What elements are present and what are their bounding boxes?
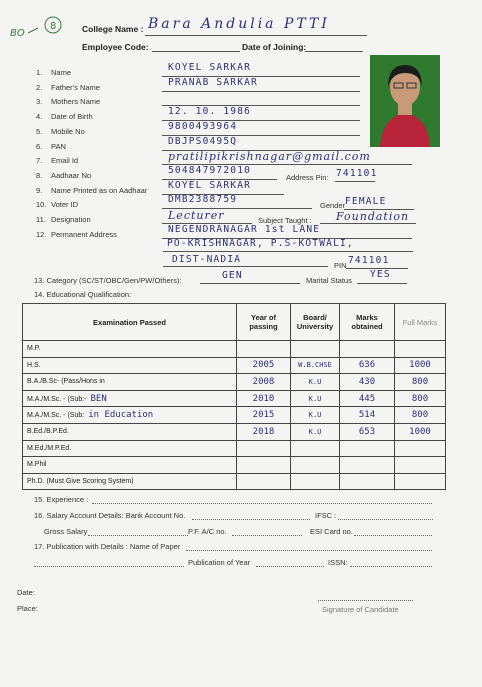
bo-mark	[8, 16, 68, 46]
field-number: 11.	[36, 215, 46, 224]
field-label: Father's Name	[51, 82, 100, 92]
board-cell	[291, 440, 340, 457]
field-number: 1.	[36, 68, 43, 77]
field-value: KOYEL SARKAR	[168, 62, 252, 73]
field-label: Voter ID	[51, 200, 79, 210]
table-row	[23, 374, 446, 391]
field-number: 5.	[36, 126, 43, 136]
field-number: 12.	[36, 229, 47, 239]
field-number: 3.	[36, 97, 43, 107]
exam-cell	[23, 341, 237, 358]
issn-label: ISSN:	[328, 558, 348, 567]
field-label: Email Id	[51, 156, 79, 166]
svg-text:8: 8	[50, 21, 57, 32]
board-cell: W.B.CHSE	[291, 357, 340, 374]
board-cell: K.U	[291, 423, 340, 440]
exam-cell	[23, 390, 237, 407]
exam-name: M.Phil	[27, 461, 47, 469]
field-value: KOYEL SARKAR	[168, 179, 252, 191]
table-row	[23, 390, 446, 407]
subject-label: Subject Taught :	[258, 216, 312, 225]
place-label: Place:	[17, 604, 38, 613]
exam-subject: in Education	[88, 410, 154, 421]
full-cell	[395, 440, 446, 457]
marks-cell	[340, 473, 395, 490]
table-row	[23, 457, 446, 474]
year-cell	[237, 440, 291, 457]
gross-salary-label: Gross Salary	[44, 527, 88, 536]
field-number: 10.	[36, 200, 47, 210]
field-label: Permanent Address	[51, 229, 117, 239]
year-cell: 2018	[237, 423, 291, 440]
marks-cell	[340, 457, 395, 474]
field-label: Mobile No	[51, 126, 85, 136]
board-cell	[291, 473, 340, 490]
marks-cell: 653	[340, 423, 395, 440]
svg-text:BO: BO	[10, 28, 25, 39]
field-value: Lecturer	[168, 209, 225, 222]
candidate-photo	[370, 55, 440, 147]
pin-value: 741101	[348, 255, 390, 266]
exam-name: M.Ed./M.P.Ed.	[27, 444, 72, 452]
field-value: 9800493964	[168, 120, 238, 132]
header-full-marks: Full Marks	[395, 304, 446, 341]
exam-name: H.S.	[27, 361, 41, 369]
field-value: 504847972010	[168, 164, 252, 176]
category-value: GEN	[222, 270, 243, 281]
field-number: 9.	[36, 185, 43, 195]
field-label: PAN	[51, 141, 66, 151]
table-row	[23, 341, 446, 358]
marital-label: Marital Status	[306, 276, 352, 285]
experience-label: 15. Experience :	[34, 495, 89, 504]
exam-cell	[23, 440, 237, 457]
college-name-label: College Name :	[82, 24, 144, 34]
year-cell: 2015	[237, 407, 291, 424]
exam-cell	[23, 374, 237, 391]
category-label: 13. Category (SC/ST/OBC/Gen/PW/Others):	[34, 276, 182, 285]
marks-cell	[340, 341, 395, 358]
employee-code-label: Employee Code:	[82, 42, 149, 52]
pin-label: PIN	[334, 261, 347, 270]
exam-cell	[23, 457, 237, 474]
salary-label: 16. Salary Account Details: Bank Account No.	[34, 511, 186, 520]
field-value: NEGENDRANAGAR 1st LANE	[168, 223, 321, 235]
full-cell: 800	[395, 374, 446, 391]
table-row	[23, 440, 446, 457]
header-year: Year of passing	[237, 304, 291, 341]
exam-cell	[23, 357, 237, 374]
header-exam: Examination Passed	[23, 304, 237, 341]
board-cell: K.U	[291, 390, 340, 407]
publication-year-label: Publication of Year	[188, 558, 251, 567]
board-cell: K.U	[291, 407, 340, 424]
exam-name: M.A./M.Sc. - (Sub:	[27, 412, 85, 420]
full-cell: 800	[395, 390, 446, 407]
college-name-value: Bara Andulia PTTI	[148, 16, 330, 32]
marks-cell: 430	[340, 374, 395, 391]
full-cell: 800	[395, 407, 446, 424]
board-cell	[291, 457, 340, 474]
address-line-3: DIST-NADIA	[172, 254, 242, 265]
field-value: PRANAB SARKAR	[168, 76, 258, 88]
table-row	[23, 407, 446, 424]
marks-cell: 514	[340, 407, 395, 424]
esi-label: ESI Card no.	[310, 527, 353, 536]
full-cell: 1000	[395, 357, 446, 374]
marks-cell	[340, 440, 395, 457]
publication-label: 17. Publication with Details : Name of Paper	[34, 542, 181, 551]
field-label: Date of Birth	[51, 112, 93, 122]
field-value: DMB2388759	[168, 194, 238, 206]
gender-label: Gender	[320, 201, 346, 210]
year-cell: 2005	[237, 357, 291, 374]
header-board: Board/ University	[291, 304, 340, 341]
date-of-joining-label: Date of Joining:	[242, 42, 307, 52]
exam-name: M.P.	[27, 345, 41, 353]
exam-name: M.A./M.Sc. - (Sub:-	[27, 395, 87, 403]
full-cell	[395, 457, 446, 474]
field-value: DBJPS0495Q	[168, 135, 238, 147]
marital-value: YES	[370, 269, 391, 280]
header-marks: Marks obtained	[340, 304, 395, 341]
year-cell	[237, 457, 291, 474]
board-cell	[291, 341, 340, 358]
pf-label: P.F. A/C no.	[188, 527, 227, 536]
exam-name: B.A./B.Sc- (Pass/Hons in	[27, 378, 105, 386]
full-cell	[395, 473, 446, 490]
table-row	[23, 423, 446, 440]
ifsc-label: IFSC :	[315, 511, 337, 520]
field-number: 6.	[36, 141, 43, 151]
address-pin-value: 741101	[336, 168, 378, 179]
exam-cell	[23, 473, 237, 490]
year-cell: 2010	[237, 390, 291, 407]
field-label: Name Printed as on Aadhaar	[51, 185, 148, 195]
field-number: 4.	[36, 112, 43, 122]
subject-value: Foundation	[336, 210, 410, 223]
gender-value: FEMALE	[345, 196, 387, 207]
exam-subject: BEN	[90, 393, 107, 404]
marks-cell: 636	[340, 357, 395, 374]
year-cell	[237, 341, 291, 358]
field-label: Aadhaar No	[51, 170, 92, 180]
field-number: 2.	[36, 82, 43, 92]
field-value: 12. 10. 1986	[168, 106, 252, 118]
field-label: Designation	[51, 215, 91, 224]
address-pin-label: Address Pin:	[286, 173, 329, 182]
signature-label: Signature of Candidate	[322, 605, 399, 614]
table-row	[23, 473, 446, 490]
field-label: Mothers Name	[51, 97, 101, 107]
field-label: Name	[51, 68, 72, 77]
table-row	[23, 357, 446, 374]
full-cell: 1000	[395, 423, 446, 440]
exam-cell	[23, 407, 237, 424]
field-number: 7.	[36, 156, 43, 166]
exam-name: Ph.D. (Must Give Scoring System)	[27, 478, 134, 486]
board-cell: K.U	[291, 374, 340, 391]
field-value: pratilipikrishnagar@gmail.com	[168, 150, 371, 164]
full-cell	[395, 341, 446, 358]
exam-name: B.Ed./B.P.Ed.	[27, 428, 69, 436]
exam-cell	[23, 423, 237, 440]
education-table	[22, 303, 446, 490]
address-line-2: PO-KRISHNAGAR, P.S-KOTWALI,	[167, 238, 354, 249]
field-number: 8.	[36, 170, 43, 180]
year-cell	[237, 473, 291, 490]
education-title: 14. Educational Qualification:	[34, 290, 132, 299]
marks-cell: 445	[340, 390, 395, 407]
year-cell: 2008	[237, 374, 291, 391]
date-label: Date:	[17, 588, 35, 597]
